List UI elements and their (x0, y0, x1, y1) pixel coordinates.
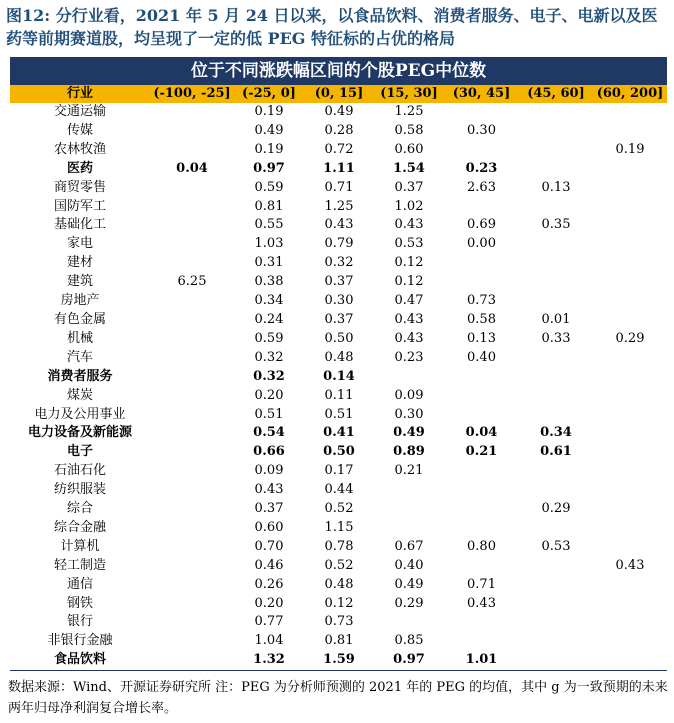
peg-value-cell (593, 406, 667, 425)
peg-value-cell: 0.49 (254, 122, 284, 138)
peg-value-cell: 0.97 (374, 651, 444, 670)
peg-value-cell: 0.11 (324, 387, 354, 403)
peg-value-cell (593, 103, 667, 122)
peg-value-cell (593, 254, 667, 273)
peg-value-cell (150, 330, 234, 349)
peg-value-cell: 2.63 (467, 179, 496, 195)
peg-value-cell: 0.78 (324, 538, 354, 554)
peg-value-cell (593, 216, 667, 235)
peg-value-cell (519, 122, 593, 141)
peg-value-cell (519, 519, 593, 538)
industry-name-cell: 商贸零售 (53, 179, 106, 195)
table-row (10, 500, 667, 519)
table-row (10, 349, 667, 368)
table-row (10, 576, 667, 595)
peg-value-cell: 0.50 (323, 444, 355, 460)
peg-value-cell (519, 595, 593, 614)
peg-value-cell: 0.46 (254, 557, 284, 573)
peg-value-cell: 0.69 (467, 217, 496, 233)
peg-value-cell (150, 311, 234, 330)
table-row (10, 443, 667, 462)
peg-value-cell (593, 292, 667, 311)
peg-value-cell (593, 235, 667, 254)
table-row (10, 292, 667, 311)
table-row (10, 595, 667, 614)
table-row (10, 387, 667, 406)
table-row (10, 273, 667, 292)
peg-value-cell (519, 651, 593, 670)
peg-value-cell: 0.73 (324, 614, 354, 630)
header-range: (15, 30] (380, 86, 438, 101)
peg-value-cell: 0.33 (541, 330, 571, 346)
header-range: (0, 15] (314, 86, 364, 101)
peg-value-cell (374, 519, 444, 538)
peg-value-cell (444, 198, 519, 217)
source-note: 数据来源：Wind、开源证券研究所 注：PEG 为分析师预测的 2021 年的 PEG 的均值，其中 g 为一致预期的未来两年归母净利润复合增长率。 (8, 680, 668, 716)
peg-value-cell: 0.43 (394, 311, 424, 327)
table-row (10, 198, 667, 217)
table-row (10, 462, 667, 481)
peg-value-cell (444, 273, 519, 292)
peg-value-cell: 0.58 (394, 122, 424, 138)
industry-name-cell: 食品饮料 (10, 651, 150, 670)
header-range: (60, 200] (596, 86, 664, 101)
peg-value-cell (519, 613, 593, 632)
industry-name-cell: 家电 (66, 236, 93, 252)
peg-value-cell: 0.13 (541, 179, 571, 195)
peg-value-cell: 1.04 (254, 633, 284, 649)
peg-value-cell: 0.79 (324, 236, 354, 252)
peg-value-cell: 0.09 (254, 463, 284, 479)
peg-value-cell: 1.01 (444, 651, 519, 670)
peg-value-cell: 0.13 (467, 330, 496, 346)
peg-value-cell (593, 160, 667, 179)
peg-value-cell (150, 141, 234, 160)
peg-value-cell: 0.40 (394, 557, 424, 573)
peg-value-cell (593, 595, 667, 614)
peg-value-cell: 0.41 (323, 425, 355, 441)
peg-value-cell: 0.61 (540, 444, 572, 460)
peg-value-cell (519, 292, 593, 311)
table-row (10, 330, 667, 349)
peg-value-cell: 0.53 (394, 236, 424, 252)
peg-value-cell: 0.49 (324, 104, 354, 119)
peg-value-cell: 1.11 (323, 160, 355, 176)
peg-value-cell (150, 122, 234, 141)
peg-value-cell: 0.51 (254, 406, 284, 422)
table-row (10, 160, 667, 179)
peg-value-cell: 0.38 (254, 274, 284, 290)
peg-value-cell (150, 538, 234, 557)
table-row (10, 613, 667, 632)
peg-value-cell: 0.81 (324, 633, 354, 649)
peg-value-cell: 0.54 (253, 425, 285, 441)
peg-value-cell (444, 632, 519, 651)
peg-value-cell (444, 406, 519, 425)
peg-value-cell: 0.17 (324, 463, 354, 479)
peg-value-cell: 0.85 (394, 633, 424, 649)
peg-value-cell: 0.21 (394, 463, 424, 479)
industry-name-cell: 建材 (66, 255, 93, 271)
figure-caption (6, 4, 670, 50)
peg-value-cell (593, 273, 667, 292)
table-row (10, 122, 667, 141)
peg-value-cell (444, 613, 519, 632)
industry-name-cell: 传媒 (66, 122, 93, 138)
peg-value-cell: 0.43 (467, 595, 496, 611)
peg-value-cell: 0.29 (615, 330, 645, 346)
peg-value-cell (593, 500, 667, 519)
peg-value-cell: 0.59 (254, 330, 284, 346)
peg-value-cell: 0.37 (324, 311, 354, 327)
industry-name-cell: 有色金属 (53, 311, 106, 327)
table-row (10, 424, 667, 443)
header-industry: 行业 (66, 86, 93, 101)
industry-name-cell: 石油石化 (53, 463, 106, 479)
peg-value-cell: 1.54 (393, 160, 425, 176)
peg-value-cell (150, 406, 234, 425)
peg-value-cell (519, 557, 593, 576)
peg-value-cell: 0.52 (324, 501, 354, 517)
peg-value-cell: 0.12 (394, 255, 424, 271)
peg-value-cell: 0.71 (324, 179, 354, 195)
peg-value-cell (150, 216, 234, 235)
peg-value-cell: 0.20 (254, 595, 284, 611)
industry-name-cell: 基础化工 (53, 217, 106, 233)
peg-value-cell (593, 538, 667, 557)
peg-value-cell: 0.43 (324, 217, 354, 233)
peg-value-cell: 0.31 (254, 255, 284, 271)
peg-value-cell (150, 443, 234, 462)
peg-value-cell: 1.25 (394, 104, 424, 119)
peg-value-cell: 0.26 (254, 576, 284, 592)
peg-value-cell (519, 632, 593, 651)
peg-value-cell: 0.77 (254, 614, 284, 630)
peg-value-cell: 0.60 (254, 519, 284, 535)
peg-value-cell: 6.25 (177, 274, 207, 290)
peg-value-cell (519, 273, 593, 292)
peg-value-cell: 0.23 (465, 160, 498, 176)
peg-median-table (10, 85, 667, 671)
figure-label: 图12: (6, 6, 51, 25)
table-header-row (10, 85, 667, 103)
table-row (10, 632, 667, 651)
peg-value-cell (444, 141, 519, 160)
industry-name-cell: 消费者服务 (47, 368, 113, 384)
peg-value-cell (593, 519, 667, 538)
peg-value-cell: 0.37 (324, 274, 354, 290)
peg-value-cell: 0.14 (323, 368, 355, 384)
peg-value-cell (150, 481, 234, 500)
peg-value-cell (593, 651, 667, 670)
peg-value-cell: 0.34 (540, 425, 572, 441)
peg-value-cell (593, 387, 667, 406)
peg-value-cell: 0.21 (465, 444, 498, 460)
table-row (10, 141, 667, 160)
peg-value-cell: 0.49 (394, 576, 424, 592)
peg-value-cell: 0.44 (324, 482, 354, 498)
header-range: (-25, 0] (242, 86, 296, 101)
industry-name-cell: 汽车 (66, 349, 93, 365)
peg-value-cell: 0.35 (541, 217, 571, 233)
peg-value-cell: 0.00 (467, 236, 496, 252)
peg-value-cell (150, 198, 234, 217)
peg-value-cell (593, 462, 667, 481)
peg-value-cell: 0.89 (393, 444, 425, 460)
peg-value-cell: 1.32 (234, 651, 304, 670)
industry-name-cell: 房地产 (60, 293, 100, 309)
peg-value-cell: 0.09 (394, 387, 424, 403)
industry-name-cell: 综合金融 (53, 519, 106, 535)
peg-value-cell: 0.48 (324, 576, 354, 592)
industry-name-cell: 电力设备及新能源 (27, 425, 132, 441)
peg-value-cell (593, 632, 667, 651)
table-row (10, 368, 667, 387)
header-range: (30, 45] (452, 86, 511, 101)
peg-value-cell: 0.70 (254, 538, 284, 554)
table-body (10, 103, 667, 671)
industry-name-cell: 农林牧渔 (53, 141, 106, 157)
industry-name-cell: 电力及公用事业 (34, 406, 126, 422)
table-row (10, 651, 667, 670)
peg-value-cell: 0.23 (394, 349, 424, 365)
peg-value-cell (150, 387, 234, 406)
peg-value-cell: 0.20 (254, 387, 284, 403)
header-range: (45, 60] (527, 86, 585, 101)
peg-value-cell (150, 613, 234, 632)
peg-value-cell (519, 160, 593, 179)
table-row (10, 216, 667, 235)
figure-caption-text: 分行业看，2021 年 5 月 24 日以来，以食品饮料、消费者服务、电子、电新以及医药等前期赛道股，均呈现了一定的低 PEG 特征标的占优的格局 (6, 6, 658, 48)
peg-value-cell (150, 595, 234, 614)
peg-value-cell: 0.47 (394, 293, 424, 309)
peg-value-cell (593, 311, 667, 330)
peg-value-cell: 0.37 (254, 501, 284, 517)
peg-value-cell: 0.48 (324, 349, 354, 365)
peg-value-cell: 0.12 (394, 274, 424, 290)
peg-value-cell (150, 349, 234, 368)
peg-value-cell: 0.34 (254, 293, 284, 309)
peg-value-cell: 1.15 (324, 519, 354, 535)
peg-value-cell (519, 481, 593, 500)
peg-value-cell: 0.29 (394, 595, 424, 611)
peg-value-cell (444, 557, 519, 576)
industry-name-cell: 机械 (66, 330, 93, 346)
peg-value-cell (150, 424, 234, 443)
table-row (10, 179, 667, 198)
peg-value-cell: 0.80 (467, 538, 496, 554)
industry-name-cell: 国防军工 (53, 198, 106, 214)
peg-value-cell (150, 368, 234, 387)
industry-name-cell: 交通运输 (53, 104, 106, 119)
peg-value-cell: 0.19 (254, 104, 284, 119)
peg-value-cell (519, 235, 593, 254)
peg-value-cell: 0.12 (324, 595, 354, 611)
peg-value-cell (150, 103, 234, 122)
peg-value-cell (150, 235, 234, 254)
peg-value-cell (593, 613, 667, 632)
peg-value-cell: 0.37 (394, 179, 424, 195)
peg-value-cell: 0.43 (615, 557, 645, 573)
peg-value-cell (519, 103, 593, 122)
peg-value-cell: 0.43 (394, 330, 424, 346)
peg-value-cell: 0.81 (254, 198, 284, 214)
industry-name-cell: 钢铁 (66, 595, 93, 611)
peg-value-cell: 0.04 (176, 160, 208, 176)
industry-name-cell: 医药 (66, 160, 93, 176)
peg-value-cell (444, 254, 519, 273)
peg-value-cell: 0.52 (324, 557, 354, 573)
peg-value-cell (444, 387, 519, 406)
peg-value-cell: 0.28 (324, 122, 354, 138)
table-row (10, 406, 667, 425)
peg-value-cell (593, 368, 667, 387)
peg-value-cell (593, 481, 667, 500)
peg-value-cell: 0.01 (541, 311, 571, 327)
peg-value-cell: 0.50 (324, 330, 354, 346)
table-banner: 位于不同涨跌幅区间的个股PEG中位数 (10, 57, 667, 85)
peg-value-cell: 0.60 (394, 141, 424, 157)
peg-value-cell (374, 500, 444, 519)
peg-value-cell (150, 632, 234, 651)
industry-name-cell: 计算机 (60, 538, 100, 554)
peg-value-cell (150, 557, 234, 576)
peg-value-cell (444, 481, 519, 500)
industry-name-cell: 纺织服装 (53, 482, 106, 498)
industry-name-cell: 电子 (66, 444, 93, 460)
peg-value-cell: 0.73 (467, 293, 496, 309)
peg-value-cell (374, 481, 444, 500)
peg-value-cell: 0.30 (394, 406, 424, 422)
peg-value-cell: 0.19 (254, 141, 284, 157)
peg-value-cell: 0.53 (541, 538, 571, 554)
peg-value-cell (593, 179, 667, 198)
peg-value-cell (150, 519, 234, 538)
peg-value-cell (374, 368, 444, 387)
peg-value-cell (519, 141, 593, 160)
industry-name-cell: 通信 (66, 576, 93, 592)
peg-value-cell (150, 576, 234, 595)
peg-value-cell (150, 462, 234, 481)
table-row (10, 557, 667, 576)
peg-value-cell: 0.30 (324, 293, 354, 309)
peg-value-cell: 0.43 (254, 482, 284, 498)
peg-value-cell: 0.30 (467, 122, 496, 138)
peg-value-cell: 0.67 (394, 538, 424, 554)
peg-value-cell (593, 122, 667, 141)
industry-name-cell: 银行 (66, 614, 93, 630)
peg-value-cell (519, 462, 593, 481)
peg-value-cell: 1.02 (394, 198, 424, 214)
peg-value-cell (519, 349, 593, 368)
peg-value-cell: 0.24 (254, 311, 284, 327)
table-row (10, 481, 667, 500)
peg-value-cell: 0.58 (467, 311, 496, 327)
peg-value-cell: 1.25 (324, 198, 354, 214)
peg-value-cell: 0.04 (465, 425, 498, 441)
table-row (10, 311, 667, 330)
industry-name-cell: 轻工制造 (53, 557, 106, 573)
peg-value-cell: 0.59 (254, 179, 284, 195)
peg-value-cell: 0.43 (394, 217, 424, 233)
peg-value-cell (593, 198, 667, 217)
peg-value-cell (374, 613, 444, 632)
peg-value-cell: 0.71 (467, 576, 496, 592)
peg-value-cell: 0.19 (615, 141, 645, 157)
peg-value-cell: 0.32 (254, 349, 284, 365)
industry-name-cell: 综合 (66, 501, 93, 517)
peg-value-cell (593, 349, 667, 368)
peg-value-cell: 0.49 (393, 425, 425, 441)
peg-value-cell: 0.32 (253, 368, 285, 384)
industry-name-cell: 非银行金融 (47, 633, 113, 649)
industry-name-cell: 建筑 (66, 274, 93, 290)
peg-value-cell (519, 198, 593, 217)
table-row (10, 235, 667, 254)
peg-value-cell (444, 103, 519, 122)
peg-value-cell (150, 292, 234, 311)
table-row (10, 254, 667, 273)
peg-value-cell: 1.59 (304, 651, 374, 670)
table-row (10, 103, 667, 122)
peg-value-cell (519, 576, 593, 595)
peg-value-cell (444, 519, 519, 538)
peg-value-cell: 1.03 (254, 236, 284, 252)
peg-value-cell (150, 179, 234, 198)
peg-value-cell: 0.97 (253, 160, 285, 176)
peg-value-cell: 0.66 (253, 444, 285, 460)
peg-value-cell (519, 387, 593, 406)
header-range: (-100, -25] (153, 86, 231, 101)
table-row (10, 538, 667, 557)
peg-value-cell: 0.32 (324, 255, 354, 271)
peg-value-cell (593, 576, 667, 595)
peg-value-cell: 0.55 (254, 217, 284, 233)
peg-value-cell (593, 443, 667, 462)
peg-value-cell (519, 254, 593, 273)
peg-value-cell (593, 424, 667, 443)
peg-value-cell (150, 651, 234, 670)
peg-value-cell: 0.29 (541, 501, 571, 517)
peg-value-cell (519, 368, 593, 387)
peg-value-cell (150, 500, 234, 519)
peg-value-cell: 0.72 (324, 141, 354, 157)
peg-value-cell (444, 462, 519, 481)
peg-table-container (10, 57, 667, 671)
industry-name-cell: 煤炭 (66, 387, 93, 403)
peg-value-cell (150, 254, 234, 273)
peg-value-cell: 0.40 (467, 349, 496, 365)
peg-value-cell: 0.51 (324, 406, 354, 422)
peg-value-cell (444, 368, 519, 387)
peg-value-cell (519, 406, 593, 425)
table-row (10, 519, 667, 538)
peg-value-cell (444, 500, 519, 519)
